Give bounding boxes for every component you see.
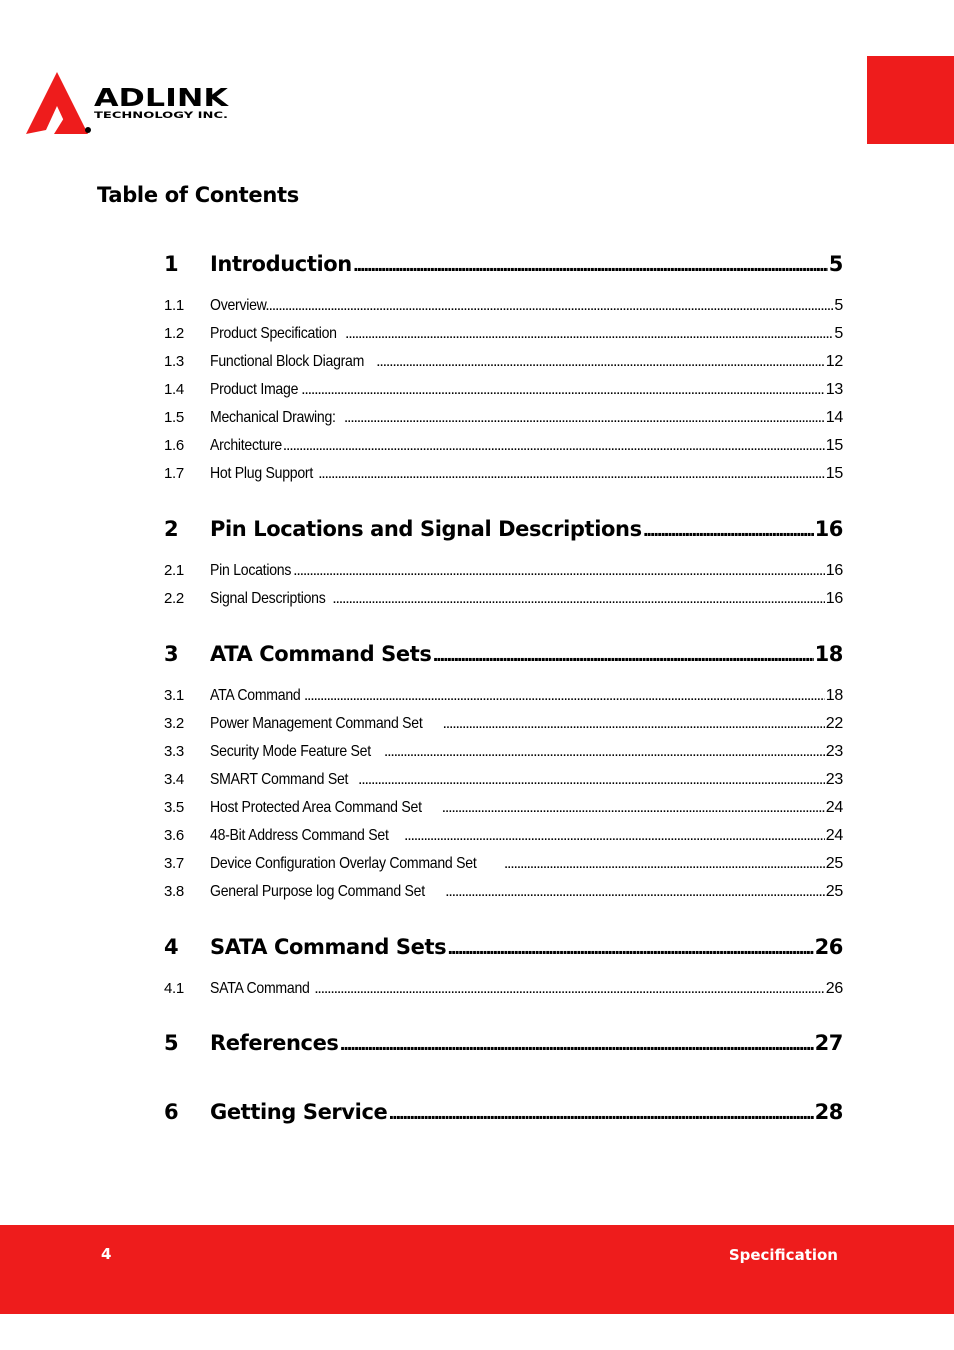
chapter-entry-number: 2 bbox=[164, 517, 179, 541]
section-entry[interactable] bbox=[164, 381, 843, 403]
leader-dots bbox=[445, 883, 825, 901]
chapter-entry-label: References bbox=[210, 1031, 339, 1055]
section-entry-page: 18 bbox=[825, 687, 843, 704]
leader-dots bbox=[432, 646, 813, 665]
logo-subtitle-text: TECHNOLOGY INC. bbox=[94, 111, 228, 121]
section-entry-page: 25 bbox=[825, 855, 843, 872]
leader-dots bbox=[318, 465, 825, 483]
section-entry-label: 48-Bit Address Command Set bbox=[210, 827, 389, 844]
leader-dots bbox=[293, 562, 825, 580]
section-entry-label: Signal Descriptions bbox=[210, 590, 326, 607]
chapter-entry-number: 4 bbox=[164, 935, 179, 959]
chapter-entry-label: Pin Locations and Signal Descriptions bbox=[210, 517, 642, 541]
leader-dots bbox=[344, 409, 825, 427]
section-entry-number: 3.7 bbox=[164, 855, 184, 872]
chapter-entry-label: ATA Command Sets bbox=[210, 642, 432, 666]
chapter-entry-page: 5 bbox=[828, 252, 843, 276]
leader-dots bbox=[388, 1104, 813, 1123]
section-entry-page: 13 bbox=[825, 381, 843, 398]
section-entry-number: 3.1 bbox=[164, 687, 184, 704]
section-entry-page: 5 bbox=[834, 297, 843, 314]
leader-dots bbox=[265, 297, 833, 315]
leader-dots bbox=[283, 437, 825, 455]
chapter-entry-number: 3 bbox=[164, 642, 179, 666]
section-entry-page: 26 bbox=[825, 980, 843, 997]
chapter-entry-page: 26 bbox=[814, 935, 843, 959]
section-entry[interactable] bbox=[164, 409, 843, 431]
leader-dots bbox=[345, 325, 833, 343]
section-entry[interactable] bbox=[164, 590, 843, 612]
section-entry[interactable] bbox=[164, 715, 843, 737]
leader-dots bbox=[404, 827, 825, 845]
chapter-entry-page: 16 bbox=[814, 517, 843, 541]
logo-brand-text: ADLINK bbox=[94, 83, 231, 112]
chapter-entry[interactable] bbox=[164, 252, 843, 282]
section-entry[interactable] bbox=[164, 980, 843, 1002]
toc-title: Table of Contents bbox=[97, 183, 299, 207]
chapter-entry-page: 27 bbox=[814, 1031, 843, 1055]
section-entry-page: 16 bbox=[825, 562, 843, 579]
section-entry-label: Product Specification bbox=[210, 325, 337, 342]
section-entry-label: General Purpose log Command Set bbox=[210, 883, 425, 900]
chapter-entry[interactable] bbox=[164, 935, 843, 965]
adlink-logo bbox=[24, 72, 234, 138]
section-entry-label: Mechanical Drawing: bbox=[210, 409, 336, 426]
section-entry-page: 24 bbox=[825, 799, 843, 816]
chapter-entry-page: 28 bbox=[814, 1100, 843, 1124]
section-entry-number: 3.4 bbox=[164, 771, 184, 788]
section-entry-number: 1.7 bbox=[164, 465, 184, 482]
section-entry-number: 2.2 bbox=[164, 590, 184, 607]
section-entry-page: 15 bbox=[825, 437, 843, 454]
page-footer bbox=[0, 1225, 954, 1314]
chapter-entry[interactable] bbox=[164, 1100, 843, 1130]
section-entry-label: Functional Block Diagram bbox=[210, 353, 365, 370]
section-entry-page: 5 bbox=[834, 325, 843, 342]
section-entry[interactable] bbox=[164, 743, 843, 765]
section-entry-page: 16 bbox=[825, 590, 843, 607]
section-entry-label: Hot Plug Support bbox=[210, 465, 314, 482]
section-entry-number: 2.1 bbox=[164, 562, 184, 579]
leader-dots bbox=[442, 799, 825, 817]
section-entry-page: 23 bbox=[825, 743, 843, 760]
section-entry[interactable] bbox=[164, 562, 843, 584]
chapter-entry[interactable] bbox=[164, 517, 843, 547]
section-entry[interactable] bbox=[164, 325, 843, 347]
leader-dots bbox=[340, 1035, 814, 1054]
leader-dots bbox=[504, 855, 825, 873]
section-entry-label: Host Protected Area Command Set bbox=[210, 799, 422, 816]
section-entry[interactable] bbox=[164, 437, 843, 459]
footer-page-number: 4 bbox=[101, 1245, 112, 1263]
section-entry[interactable] bbox=[164, 827, 843, 849]
leader-dots bbox=[358, 771, 825, 789]
section-entry-label: Architecture bbox=[210, 437, 282, 454]
section-entry[interactable] bbox=[164, 771, 843, 793]
chapter-entry-label: Introduction bbox=[210, 252, 352, 276]
leader-dots bbox=[643, 521, 814, 540]
section-entry-page: 23 bbox=[825, 771, 843, 788]
chapter-entry-label: Getting Service bbox=[210, 1100, 388, 1124]
leader-dots bbox=[443, 715, 825, 733]
section-entry-number: 4.1 bbox=[164, 980, 184, 997]
section-entry-label: SMART Command Set bbox=[210, 771, 349, 788]
section-entry-page: 24 bbox=[825, 827, 843, 844]
section-entry-number: 1.4 bbox=[164, 381, 184, 398]
chapter-entry-number: 5 bbox=[164, 1031, 179, 1055]
section-entry-number: 1.6 bbox=[164, 437, 184, 454]
logo-triangle bbox=[26, 72, 88, 134]
section-entry-number: 3.5 bbox=[164, 799, 184, 816]
section-entry-page: 15 bbox=[825, 465, 843, 482]
section-entry-number: 1.2 bbox=[164, 325, 184, 342]
leader-dots bbox=[376, 353, 825, 371]
leader-dots bbox=[353, 256, 828, 275]
chapter-entry[interactable] bbox=[164, 642, 843, 672]
section-entry-label: Security Mode Feature Set bbox=[210, 743, 371, 760]
leader-dots bbox=[304, 687, 825, 705]
section-entry[interactable] bbox=[164, 353, 843, 375]
section-entry[interactable] bbox=[164, 297, 843, 319]
section-entry-number: 3.2 bbox=[164, 715, 184, 732]
chapter-entry-number: 6 bbox=[164, 1100, 179, 1124]
section-entry[interactable] bbox=[164, 799, 843, 821]
section-entry-label: Pin Locations bbox=[210, 562, 292, 579]
leader-dots bbox=[301, 381, 825, 399]
chapter-entry-page: 18 bbox=[814, 642, 843, 666]
section-entry[interactable] bbox=[164, 883, 843, 905]
corner-tab bbox=[867, 56, 954, 144]
leader-dots bbox=[332, 590, 825, 608]
chapter-entry-label: SATA Command Sets bbox=[210, 935, 447, 959]
section-entry-label: ATA Command bbox=[210, 687, 301, 704]
section-entry[interactable] bbox=[164, 687, 843, 709]
section-entry[interactable] bbox=[164, 855, 843, 877]
section-entry-number: 3.6 bbox=[164, 827, 184, 844]
chapter-entry-number: 1 bbox=[164, 252, 179, 276]
section-entry-label: Product Image bbox=[210, 381, 299, 398]
section-entry-page: 14 bbox=[825, 409, 843, 426]
leader-dots bbox=[314, 980, 825, 998]
section-entry-number: 1.1 bbox=[164, 297, 184, 314]
section-entry-page: 22 bbox=[825, 715, 843, 732]
chapter-entry[interactable] bbox=[164, 1031, 843, 1061]
leader-dots bbox=[447, 939, 813, 958]
leader-dots bbox=[384, 743, 825, 761]
section-entry-label: Power Management Command Set bbox=[210, 715, 423, 732]
section-entry-number: 1.3 bbox=[164, 353, 184, 370]
section-entry-page: 12 bbox=[825, 353, 843, 370]
section-entry-number: 3.8 bbox=[164, 883, 184, 900]
section-entry-number: 1.5 bbox=[164, 409, 184, 426]
section-entry-page: 25 bbox=[825, 883, 843, 900]
section-entry-label: SATA Command bbox=[210, 980, 310, 997]
section-entry-label: Device Configuration Overlay Command Set bbox=[210, 855, 477, 872]
section-entry-number: 3.3 bbox=[164, 743, 184, 760]
section-entry[interactable] bbox=[164, 465, 843, 487]
section-entry-label: Overview bbox=[210, 297, 267, 314]
footer-doc-title: Specification bbox=[728, 1246, 838, 1264]
